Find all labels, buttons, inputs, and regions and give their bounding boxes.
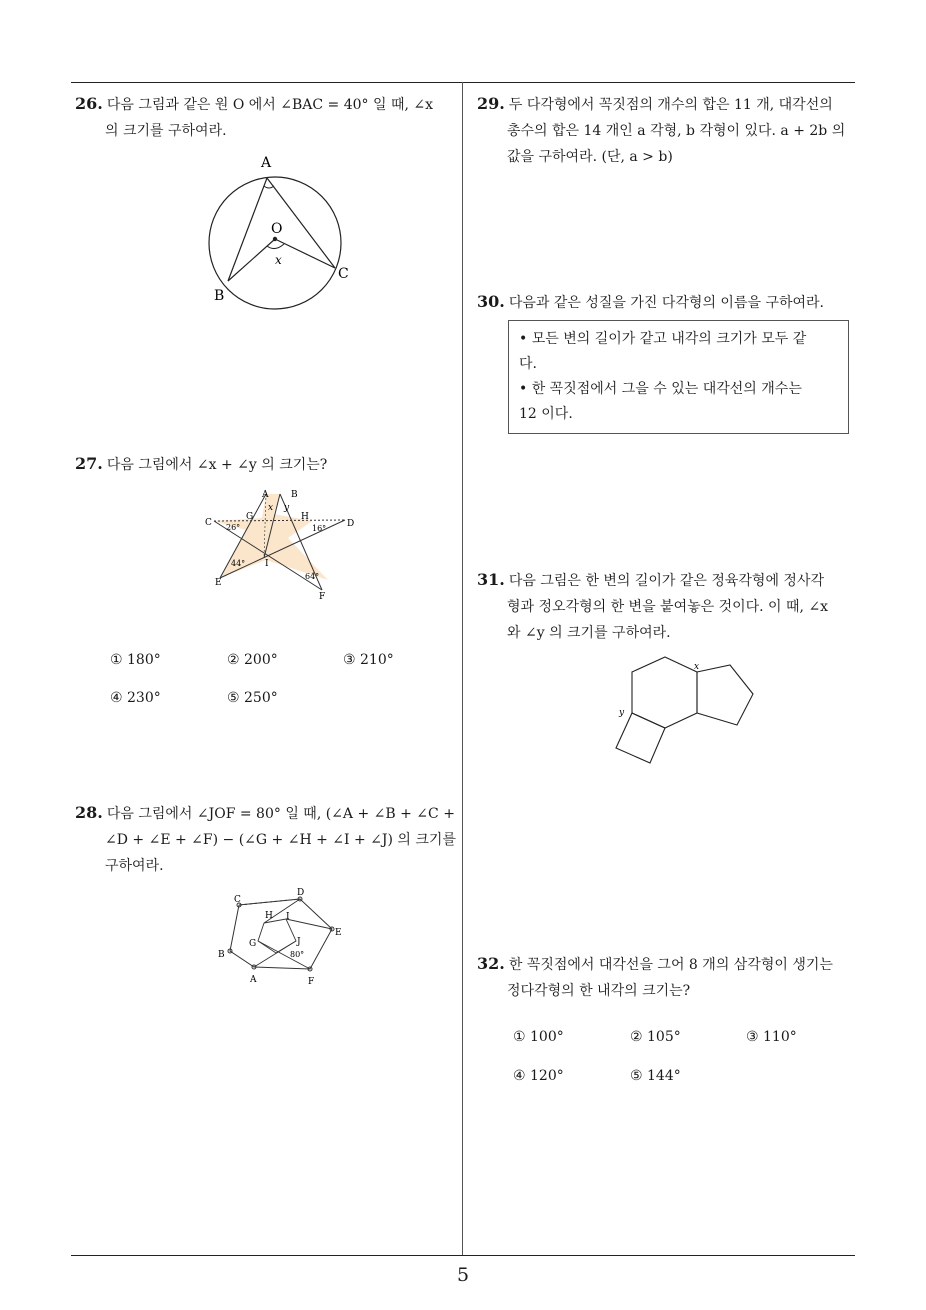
angle-44: 44° xyxy=(231,559,246,568)
question-number: 28. xyxy=(75,803,103,822)
question-32 xyxy=(477,951,862,1004)
label-h: H xyxy=(301,512,309,522)
hexagon-figure xyxy=(605,650,765,770)
chord-ab xyxy=(228,178,267,281)
label-f: F xyxy=(308,977,315,987)
outer-path xyxy=(230,899,332,969)
question-text-line: 다음 그림에서 ∠x + ∠y 의 크기는? xyxy=(106,457,328,473)
label-d: D xyxy=(347,519,355,529)
box-line: 12 이다. xyxy=(519,406,573,422)
question-text-line: 총수의 합은 14 개인 a 각형, b 각형이 있다. a + 2b 의 xyxy=(507,123,846,139)
choice-1[interactable]: ① 100° xyxy=(513,1029,564,1045)
choice-2[interactable]: ② 200° xyxy=(227,652,278,668)
question-text-line: 정다각형의 한 내각의 크기는? xyxy=(507,983,691,999)
label-b: B xyxy=(291,490,298,500)
choice-4[interactable]: ④ 120° xyxy=(513,1068,564,1084)
bottom-rule xyxy=(71,1255,855,1256)
question-28 xyxy=(75,800,460,879)
label-x: x xyxy=(275,253,282,267)
label-d: D xyxy=(297,888,305,898)
label-y: y xyxy=(284,503,290,513)
label-f: F xyxy=(319,592,326,602)
choice-1[interactable]: ① 180° xyxy=(110,652,161,668)
line-ej xyxy=(286,919,332,929)
label-o: O xyxy=(271,221,283,237)
label-i: I xyxy=(286,912,290,922)
column-divider xyxy=(462,82,463,1255)
question-number: 31. xyxy=(477,570,505,589)
label-y: y xyxy=(619,708,625,718)
question-text-line: 의 크기를 구하여라. xyxy=(105,123,227,139)
question-29 xyxy=(477,91,862,170)
angle-16: 16° xyxy=(312,524,327,533)
label-i: I xyxy=(265,559,269,569)
choice-2[interactable]: ② 105° xyxy=(630,1029,681,1045)
choice-4[interactable]: ④ 230° xyxy=(110,690,161,706)
question-text-line: 다음 그림과 같은 원 O 에서 ∠BAC = 40° 일 때, ∠x xyxy=(106,97,434,113)
label-c: C xyxy=(205,518,212,528)
choice-3[interactable]: ③ 210° xyxy=(343,652,394,668)
top-rule xyxy=(71,82,855,83)
circle-o xyxy=(209,177,341,309)
angle-80: 80° xyxy=(290,950,305,959)
label-c: C xyxy=(338,266,349,282)
label-e: E xyxy=(335,928,342,938)
question-text-line: 다음 그림은 한 변의 길이가 같은 정육각형에 정사각 xyxy=(508,573,824,589)
label-b: B xyxy=(218,950,225,960)
angle-mark-x xyxy=(267,244,284,249)
label-j: J xyxy=(297,937,301,947)
radius-oc xyxy=(275,239,335,268)
box-line: 다. xyxy=(519,356,537,372)
choices-27 xyxy=(110,652,450,712)
label-b: B xyxy=(214,288,225,304)
question-text-line: 와 ∠y 의 크기를 구하여라. xyxy=(507,625,671,641)
label-a: A xyxy=(250,975,257,985)
question-number: 29. xyxy=(477,94,505,113)
center-point xyxy=(273,237,277,241)
question-text-line: 형과 정오각형의 한 변을 붙여놓은 것이다. 이 때, ∠x xyxy=(507,599,829,615)
question-number: 30. xyxy=(477,292,505,311)
star-figure xyxy=(200,486,365,604)
box-line: • 한 꼭짓점에서 그을 수 있는 대각선의 개수는 xyxy=(519,381,802,397)
label-a: A xyxy=(262,490,269,500)
question-text-line: 한 꼭짓점에서 대각선을 그어 8 개의 삼각형이 생기는 xyxy=(508,957,833,973)
label-e: E xyxy=(215,578,222,588)
question-text-line: 값을 구하여라. (단, a > b) xyxy=(507,149,673,165)
choices-32 xyxy=(513,1029,853,1089)
choice-5[interactable]: ⑤ 144° xyxy=(630,1068,681,1084)
question-number: 26. xyxy=(75,94,103,113)
page-number: 5 xyxy=(456,1264,470,1286)
label-x: x xyxy=(268,503,274,513)
question-number: 32. xyxy=(477,954,505,973)
label-g: G xyxy=(246,512,254,522)
question-31 xyxy=(477,567,862,646)
question-26 xyxy=(75,91,460,144)
question-text-line: 다음과 같은 성질을 가진 다각형의 이름을 구하여라. xyxy=(508,295,824,311)
question-30 xyxy=(477,289,862,316)
label-g: G xyxy=(249,939,257,949)
question-number: 27. xyxy=(75,454,103,473)
question-text-line: ∠D + ∠E + ∠F) − (∠G + ∠H + ∠I + ∠J) 의 크기를 xyxy=(105,832,456,848)
question-text-line: 구하여라. xyxy=(105,858,164,874)
label-x: x xyxy=(694,662,700,672)
choice-5[interactable]: ⑤ 250° xyxy=(227,690,278,706)
inner-pentagon xyxy=(258,919,296,953)
question-text-line: 두 다각형에서 꼭짓점의 개수의 합은 11 개, 대각선의 xyxy=(508,97,833,113)
angle-26: 26° xyxy=(226,523,241,532)
label-a: A xyxy=(261,155,272,171)
polygon-figure xyxy=(212,883,362,993)
label-h: H xyxy=(265,911,273,921)
property-box xyxy=(508,320,849,434)
question-27 xyxy=(75,451,460,478)
square xyxy=(616,713,665,763)
angle-mark-a xyxy=(264,186,274,188)
choice-3[interactable]: ③ 110° xyxy=(746,1029,797,1045)
label-c: C xyxy=(234,895,241,905)
angle-64: 64° xyxy=(305,572,320,581)
box-line: • 모든 변의 길이가 같고 내각의 크기가 모두 같 xyxy=(519,331,807,347)
question-text-line: 다음 그림에서 ∠JOF = 80° 일 때, (∠A + ∠B + ∠C + xyxy=(106,806,455,822)
circle-figure xyxy=(195,150,365,310)
radius-ob xyxy=(228,239,275,281)
pentagon xyxy=(697,665,753,725)
